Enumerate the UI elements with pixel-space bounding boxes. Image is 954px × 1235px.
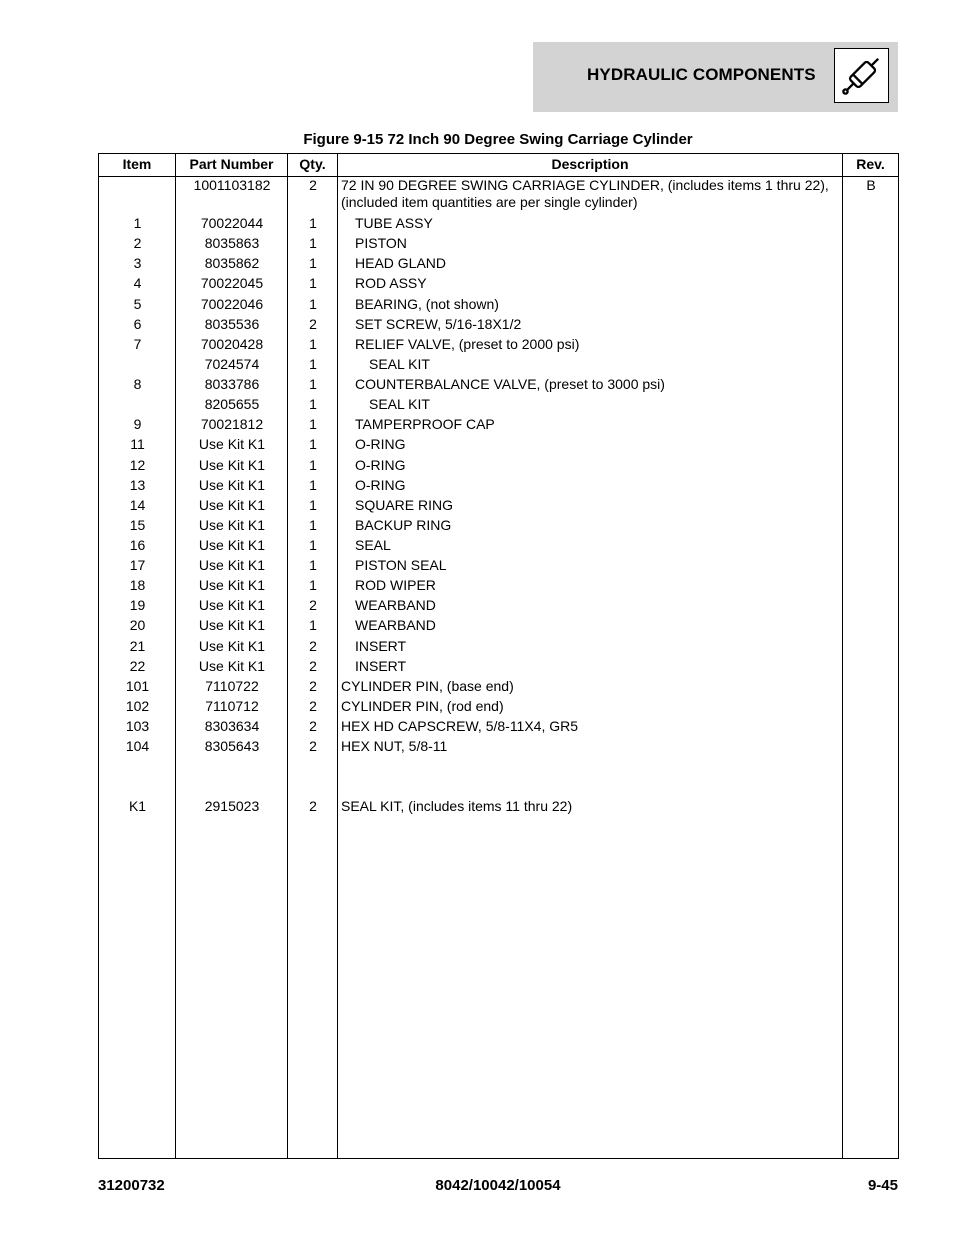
row-description: CYLINDER PIN, (base end) (341, 678, 514, 694)
row-part-number: Use Kit K1 (198, 537, 266, 553)
row-description: COUNTERBALANCE VALVE, (preset to 3000 psi) (355, 376, 665, 392)
row-quantity: 1 (309, 275, 317, 291)
row-quantity: 1 (309, 617, 317, 633)
row-quantity: 1 (309, 457, 317, 473)
row-description: BACKUP RING (355, 517, 452, 533)
row-part-number: 7024574 (204, 356, 260, 372)
row-part-number: 8033786 (204, 376, 260, 392)
row-description: SEAL KIT (369, 396, 430, 412)
row-description: (included item quantities are per single cylinder) (341, 194, 638, 210)
row-quantity: 1 (309, 235, 317, 251)
row-item-number: 4 (133, 275, 142, 291)
row-item-number: 12 (129, 457, 146, 473)
row-quantity: 2 (309, 638, 317, 654)
row-description: O-RING (355, 436, 406, 452)
row-description: HEX HD CAPSCREW, 5/8-11X4, GR5 (341, 718, 579, 734)
row-description: SQUARE RING (355, 497, 454, 513)
row-description: WEARBAND (355, 597, 436, 613)
row-description: 72 IN 90 DEGREE SWING CARRIAGE CYLINDER, (includes items 1 thru 22), (341, 177, 829, 193)
row-item-number: 9 (133, 416, 142, 432)
row-quantity: 1 (309, 215, 317, 231)
row-quantity: 2 (309, 177, 317, 193)
row-part-number: 2915023 (204, 798, 260, 814)
row-quantity: 2 (309, 738, 317, 754)
row-item-number: 20 (129, 617, 146, 633)
row-item-number: 17 (129, 557, 146, 573)
row-quantity: 2 (309, 316, 317, 332)
row-description: INSERT (355, 658, 407, 674)
row-item-number: 104 (125, 738, 150, 754)
row-description: SET SCREW, 5/16-18X1/2 (355, 316, 522, 332)
row-part-number: Use Kit K1 (198, 597, 266, 613)
row-revision: B (866, 177, 876, 193)
row-description: TUBE ASSY (355, 215, 433, 231)
row-part-number: Use Kit K1 (198, 436, 266, 452)
row-description: PISTON (355, 235, 407, 251)
row-quantity: 1 (309, 336, 317, 352)
row-description: SEAL KIT (369, 356, 430, 372)
row-quantity: 1 (309, 396, 317, 412)
row-description: SEAL KIT, (includes items 11 thru 22) (341, 798, 573, 814)
footer-page-number: 9-45 (867, 1177, 898, 1194)
row-part-number: 70020428 (200, 336, 264, 352)
row-quantity: 2 (309, 798, 317, 814)
row-quantity: 1 (309, 376, 317, 392)
row-description: TAMPERPROOF CAP (355, 416, 495, 432)
row-part-number: Use Kit K1 (198, 497, 266, 513)
row-item-number: 22 (129, 658, 146, 674)
row-part-number: Use Kit K1 (198, 638, 266, 654)
row-quantity: 1 (309, 255, 317, 271)
row-quantity: 1 (309, 296, 317, 312)
column-header-part-number: Part Number (189, 156, 274, 172)
row-item-number: 18 (129, 577, 146, 593)
row-part-number: Use Kit K1 (198, 557, 266, 573)
row-quantity: 1 (309, 517, 317, 533)
row-part-number: 7110722 (205, 678, 259, 694)
row-item-number: 6 (133, 316, 142, 332)
row-item-number: 13 (129, 477, 146, 493)
row-part-number: 8035863 (204, 235, 260, 251)
parts-table (98, 153, 899, 1159)
row-part-number: 70022045 (200, 275, 264, 291)
row-description: RELIEF VALVE, (preset to 2000 psi) (355, 336, 580, 352)
row-part-number: 70022046 (200, 296, 264, 312)
row-quantity: 1 (309, 416, 317, 432)
row-quantity: 2 (309, 718, 317, 734)
row-item-number: 103 (125, 718, 150, 734)
row-quantity: 1 (309, 537, 317, 553)
row-quantity: 1 (309, 436, 317, 452)
row-quantity: 1 (309, 557, 317, 573)
row-quantity: 1 (309, 497, 317, 513)
row-quantity: 1 (309, 477, 317, 493)
figure-title: Figure 9-15 72 Inch 90 Degree Swing Carriage Cylinder (303, 131, 693, 148)
row-part-number: 1001103182 (193, 177, 271, 193)
footer-document-number: 31200732 (98, 1177, 165, 1194)
row-item-number: 102 (125, 698, 150, 714)
row-part-number: 7110712 (205, 698, 259, 714)
row-item-number: 11 (130, 436, 145, 452)
row-part-number: Use Kit K1 (198, 617, 266, 633)
row-description: CYLINDER PIN, (rod end) (341, 698, 504, 714)
row-part-number: Use Kit K1 (198, 457, 266, 473)
row-quantity: 2 (309, 678, 317, 694)
column-header-qty: Qty. (299, 156, 326, 172)
row-quantity: 1 (309, 577, 317, 593)
row-description: ROD WIPER (355, 577, 436, 593)
row-quantity: 1 (309, 356, 317, 372)
row-item-number: 5 (133, 296, 142, 312)
column-header-item: Item (122, 156, 152, 172)
row-item-number: 7 (133, 336, 142, 352)
row-description: HEAD GLAND (355, 255, 447, 271)
row-description: HEX NUT, 5/8-11 (341, 738, 448, 754)
row-part-number: 8205655 (204, 396, 260, 412)
row-part-number: 70021812 (200, 416, 264, 432)
row-description: SEAL (355, 537, 391, 553)
row-description: PISTON SEAL (355, 557, 447, 573)
row-part-number: 8035862 (204, 255, 260, 271)
row-part-number: Use Kit K1 (198, 577, 266, 593)
row-description: O-RING (355, 477, 406, 493)
row-item-number: 19 (129, 597, 146, 613)
row-part-number: 8035536 (204, 316, 260, 332)
row-part-number: 8303634 (204, 718, 260, 734)
row-quantity: 2 (309, 698, 317, 714)
hydraulic-cylinder-icon (834, 48, 889, 103)
row-description: O-RING (355, 457, 406, 473)
row-description: BEARING, (not shown) (355, 296, 499, 312)
row-item-number: 15 (129, 517, 146, 533)
row-description: INSERT (355, 638, 407, 654)
row-item-number: 2 (133, 235, 142, 251)
row-description: WEARBAND (355, 617, 436, 633)
row-item-number: 14 (129, 497, 146, 513)
row-quantity: 2 (309, 597, 317, 613)
column-header-rev: Rev. (856, 156, 885, 172)
row-item-number: 3 (133, 255, 142, 271)
row-part-number: Use Kit K1 (198, 517, 266, 533)
row-item-number: 1 (133, 215, 142, 231)
column-header-description: Description (551, 156, 629, 172)
row-item-number: 16 (129, 537, 146, 553)
row-item-number: 21 (129, 638, 146, 654)
row-part-number: 8305643 (204, 738, 260, 754)
row-part-number: 70022044 (200, 215, 264, 231)
section-title: HYDRAULIC COMPONENTS (587, 65, 816, 84)
footer-model-numbers: 8042/10042/10054 (435, 1177, 561, 1194)
row-quantity: 2 (309, 658, 317, 674)
row-part-number: Use Kit K1 (198, 658, 266, 674)
row-item-number: K1 (128, 798, 147, 814)
row-item-number: 101 (125, 678, 150, 694)
row-item-number: 8 (133, 376, 142, 392)
row-description: ROD ASSY (355, 275, 427, 291)
row-part-number: Use Kit K1 (198, 477, 266, 493)
